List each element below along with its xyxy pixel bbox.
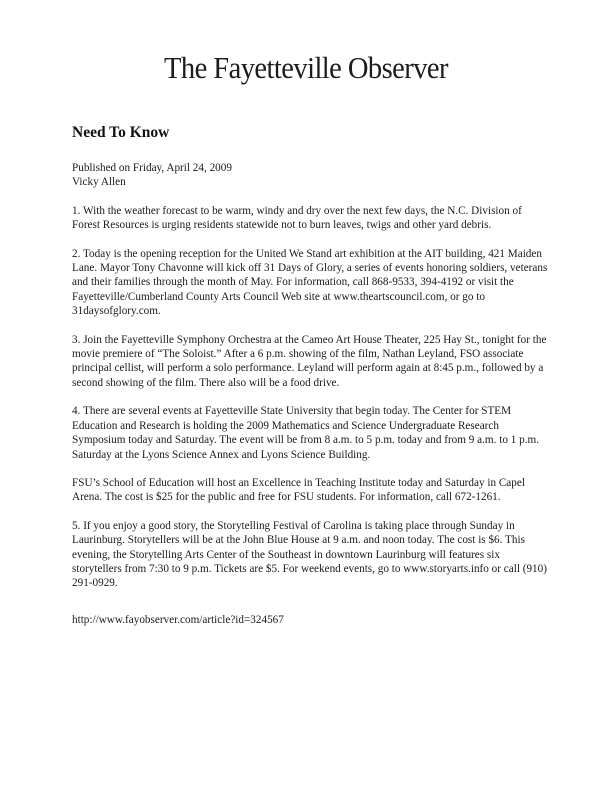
author-name: Vicky Allen: [72, 176, 126, 189]
published-date: Published on Friday, April 24, 2009: [72, 162, 232, 174]
byline: [72, 161, 550, 190]
paragraph-5: FSU’s School of Education will host an Excellence in Teaching Institute today and Saturday in Capel Arena. The cost is $25 for the public and free for FSU students. For information, call 672-1261.: [72, 476, 525, 504]
paragraph-4: 4. There are several events at Fayetteville State University that begin today. The Center for STEM Education and Research is holding the 2009 Mathematics and Science Undergraduate Research Symposium today and Saturday. The event will be from 8 a.m. to 5 p.m. today and from 9 a.m. to 1 p.m. Saturday at the Lyons Science Annex and Lyons Science Building.: [72, 405, 540, 461]
paragraph-2: 2. Today is the opening reception for the United We Stand art exhibition at the AIT building, 421 Maiden Lane. Mayor Tony Chavonne will kick off 31 Days of Glory, a series of events honoring soldiers, veterans and their families through the month of May. For information, call 868-9533, 394-4192 or visit the Fayetteville/Cumberland County Arts Council Web site at www.theartscouncil.com, or go to 31daysofglory.com.: [72, 247, 548, 318]
article-headline: Need To Know: [72, 124, 170, 141]
paragraph-3: 3. Join the Fayetteville Symphony Orchestra at the Cameo Art House Theater, 225 Hay St., tonight for the movie premiere of “The Soloist.” After a 6 p.m. showing of the film, Nathan Leyland, FSO associate principal cellist, will perform a solo performance. Leyland will perform again at 8:45 p.m., followed by a second showing of the film. There also will be a food drive.: [72, 333, 547, 389]
masthead-logo: The Fayetteville Observer: [164, 50, 448, 85]
source-url-link[interactable]: http://www.fayobserver.com/article?id=324567: [72, 613, 284, 626]
paragraph-1: 1. With the weather forecast to be warm, windy and dry over the next few days, the N.C. Division of Forest Resources is urging residents statewide not to burn leaves, twigs and other yard debris.: [72, 204, 522, 232]
article: [72, 124, 550, 627]
paragraph-6: 5. If you enjoy a good story, the Storytelling Festival of Carolina is taking place through Sunday in Laurinburg. Storytellers will be at the John Blue House at 9 a.m. and noon today. The cost is $6. This evening, the Storytelling Arts Center of the Southeast in downtown Laurinburg will features six storytellers from 7:30 to 9 p.m. Tickets are $5. For weekend events, go to www.storyarts.info or call (910) 291-0929.: [72, 519, 547, 590]
